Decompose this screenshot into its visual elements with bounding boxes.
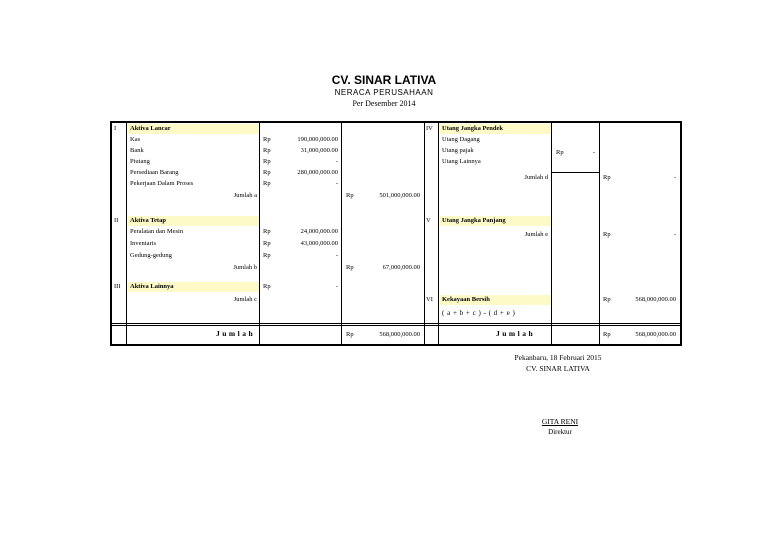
item-currency: Rp [263, 147, 271, 154]
item-currency: Rp [263, 228, 271, 235]
grid-line [424, 123, 425, 344]
item-label: Inventaris [130, 240, 156, 247]
subtotal-label: Jumlah e [524, 231, 548, 238]
subtotal-currency: Rp [603, 174, 611, 181]
formula: ( a + b + c ) - ( d + e ) [442, 309, 516, 317]
subtotal-value: - [673, 231, 676, 238]
section-numeral: VI [426, 296, 433, 303]
grid-line [341, 123, 342, 344]
item-currency: Rp [263, 283, 271, 290]
item-currency: Rp [556, 149, 564, 156]
footer-total-value: 568,000,000.00 [379, 331, 420, 338]
item-label: Piutang [130, 158, 150, 165]
item-label: Kas [130, 136, 141, 143]
section-numeral: IV [426, 125, 433, 132]
subtotal-label: Jumlah d [524, 174, 548, 181]
grid-line [438, 123, 439, 344]
subtotal-label: Jumlah a [233, 192, 257, 199]
footer-total-value: 568,000,000.00 [635, 331, 676, 338]
section-numeral: III [114, 283, 121, 290]
subtotal-currency: Rp [603, 231, 611, 238]
item-currency: Rp [263, 136, 271, 143]
subtotal-value: - [673, 174, 676, 181]
item-value: - [592, 149, 595, 156]
footer-line [112, 325, 680, 326]
item-label: Bank [130, 147, 144, 154]
grid-line [126, 123, 127, 344]
item-label: Utang Lainnya [442, 158, 481, 165]
section-title-aktiva-lancar: Aktiva Lancar [130, 125, 171, 132]
item-label: Persediaan Barang [130, 169, 179, 176]
report-period: Per Desember 2014 [352, 99, 416, 108]
footer-total-currency: Rp [346, 331, 354, 338]
item-value: 280,000,000.00 [297, 169, 338, 176]
balance-sheet-table [110, 121, 682, 346]
subtotal-value: 67,000,000.00 [382, 264, 420, 271]
company-title: CV. SINAR LATIVA [331, 73, 437, 87]
section-numeral: I [114, 125, 117, 132]
footer-total-currency: Rp [603, 331, 611, 338]
section-title-aktiva-lainnya: Aktiva Lainnya [130, 283, 174, 290]
section-numeral: V [426, 217, 431, 224]
section-title-utang-pendek: Utang Jangka Pendek [442, 125, 504, 132]
grid-line [551, 123, 552, 344]
grid-line [259, 123, 260, 344]
grid-line [599, 123, 600, 344]
signature-place-date: Pekanbaru, 18 Februari 2015 [514, 353, 602, 362]
item-currency: Rp [263, 169, 271, 176]
section-title-utang-panjang: Utang Jangka Panjang [442, 217, 506, 224]
signature-name: GITA RENI [541, 417, 579, 426]
signature-role: Direktur [548, 428, 572, 436]
subtotal-currency: Rp [346, 264, 354, 271]
section-title-aktiva-tetap: Aktiva Tetap [130, 217, 166, 224]
subtotal-currency: Rp [346, 192, 354, 199]
footer-line [112, 323, 680, 324]
footer-total-label: Jumlah [496, 329, 536, 338]
subtotal-line [551, 172, 599, 173]
subtotal-value: 568,000,000.00 [635, 296, 676, 303]
item-currency: Rp [263, 252, 271, 259]
item-value: 43,000,000.00 [300, 240, 338, 247]
signature-company: CV. SINAR LATIVA [526, 364, 590, 373]
subtotal-label: Jumlah c [233, 296, 257, 303]
item-value: - [335, 158, 338, 165]
section-title-kekayaan: Kekayaan Bersih [442, 296, 490, 303]
item-value: 190,000,000.00 [297, 136, 338, 143]
item-label: Peralatan dan Mesin [130, 228, 184, 235]
item-currency: Rp [263, 180, 271, 187]
item-value: - [335, 180, 338, 187]
item-label: Gedung-gedung [130, 252, 172, 259]
item-label: Pekerjaan Dalam Proses [130, 180, 194, 187]
item-value: - [335, 252, 338, 259]
subtotal-currency: Rp [603, 296, 611, 303]
item-label: Utang pajak [442, 147, 474, 154]
subtotal-value: 501,000,000.00 [379, 192, 420, 199]
section-numeral: II [114, 217, 119, 224]
item-currency: Rp [263, 158, 271, 165]
report-subtitle: NERACA PERUSAHAAN [334, 88, 434, 97]
footer-total-label: Jumlah [216, 329, 256, 338]
item-currency: Rp [263, 240, 271, 247]
item-value: 24,000,000.00 [300, 228, 338, 235]
item-value: 31,000,000.00 [300, 147, 338, 154]
subtotal-label: Jumlah b [233, 264, 257, 271]
item-label: Utang Dagang [442, 136, 480, 143]
item-value: - [335, 283, 338, 290]
